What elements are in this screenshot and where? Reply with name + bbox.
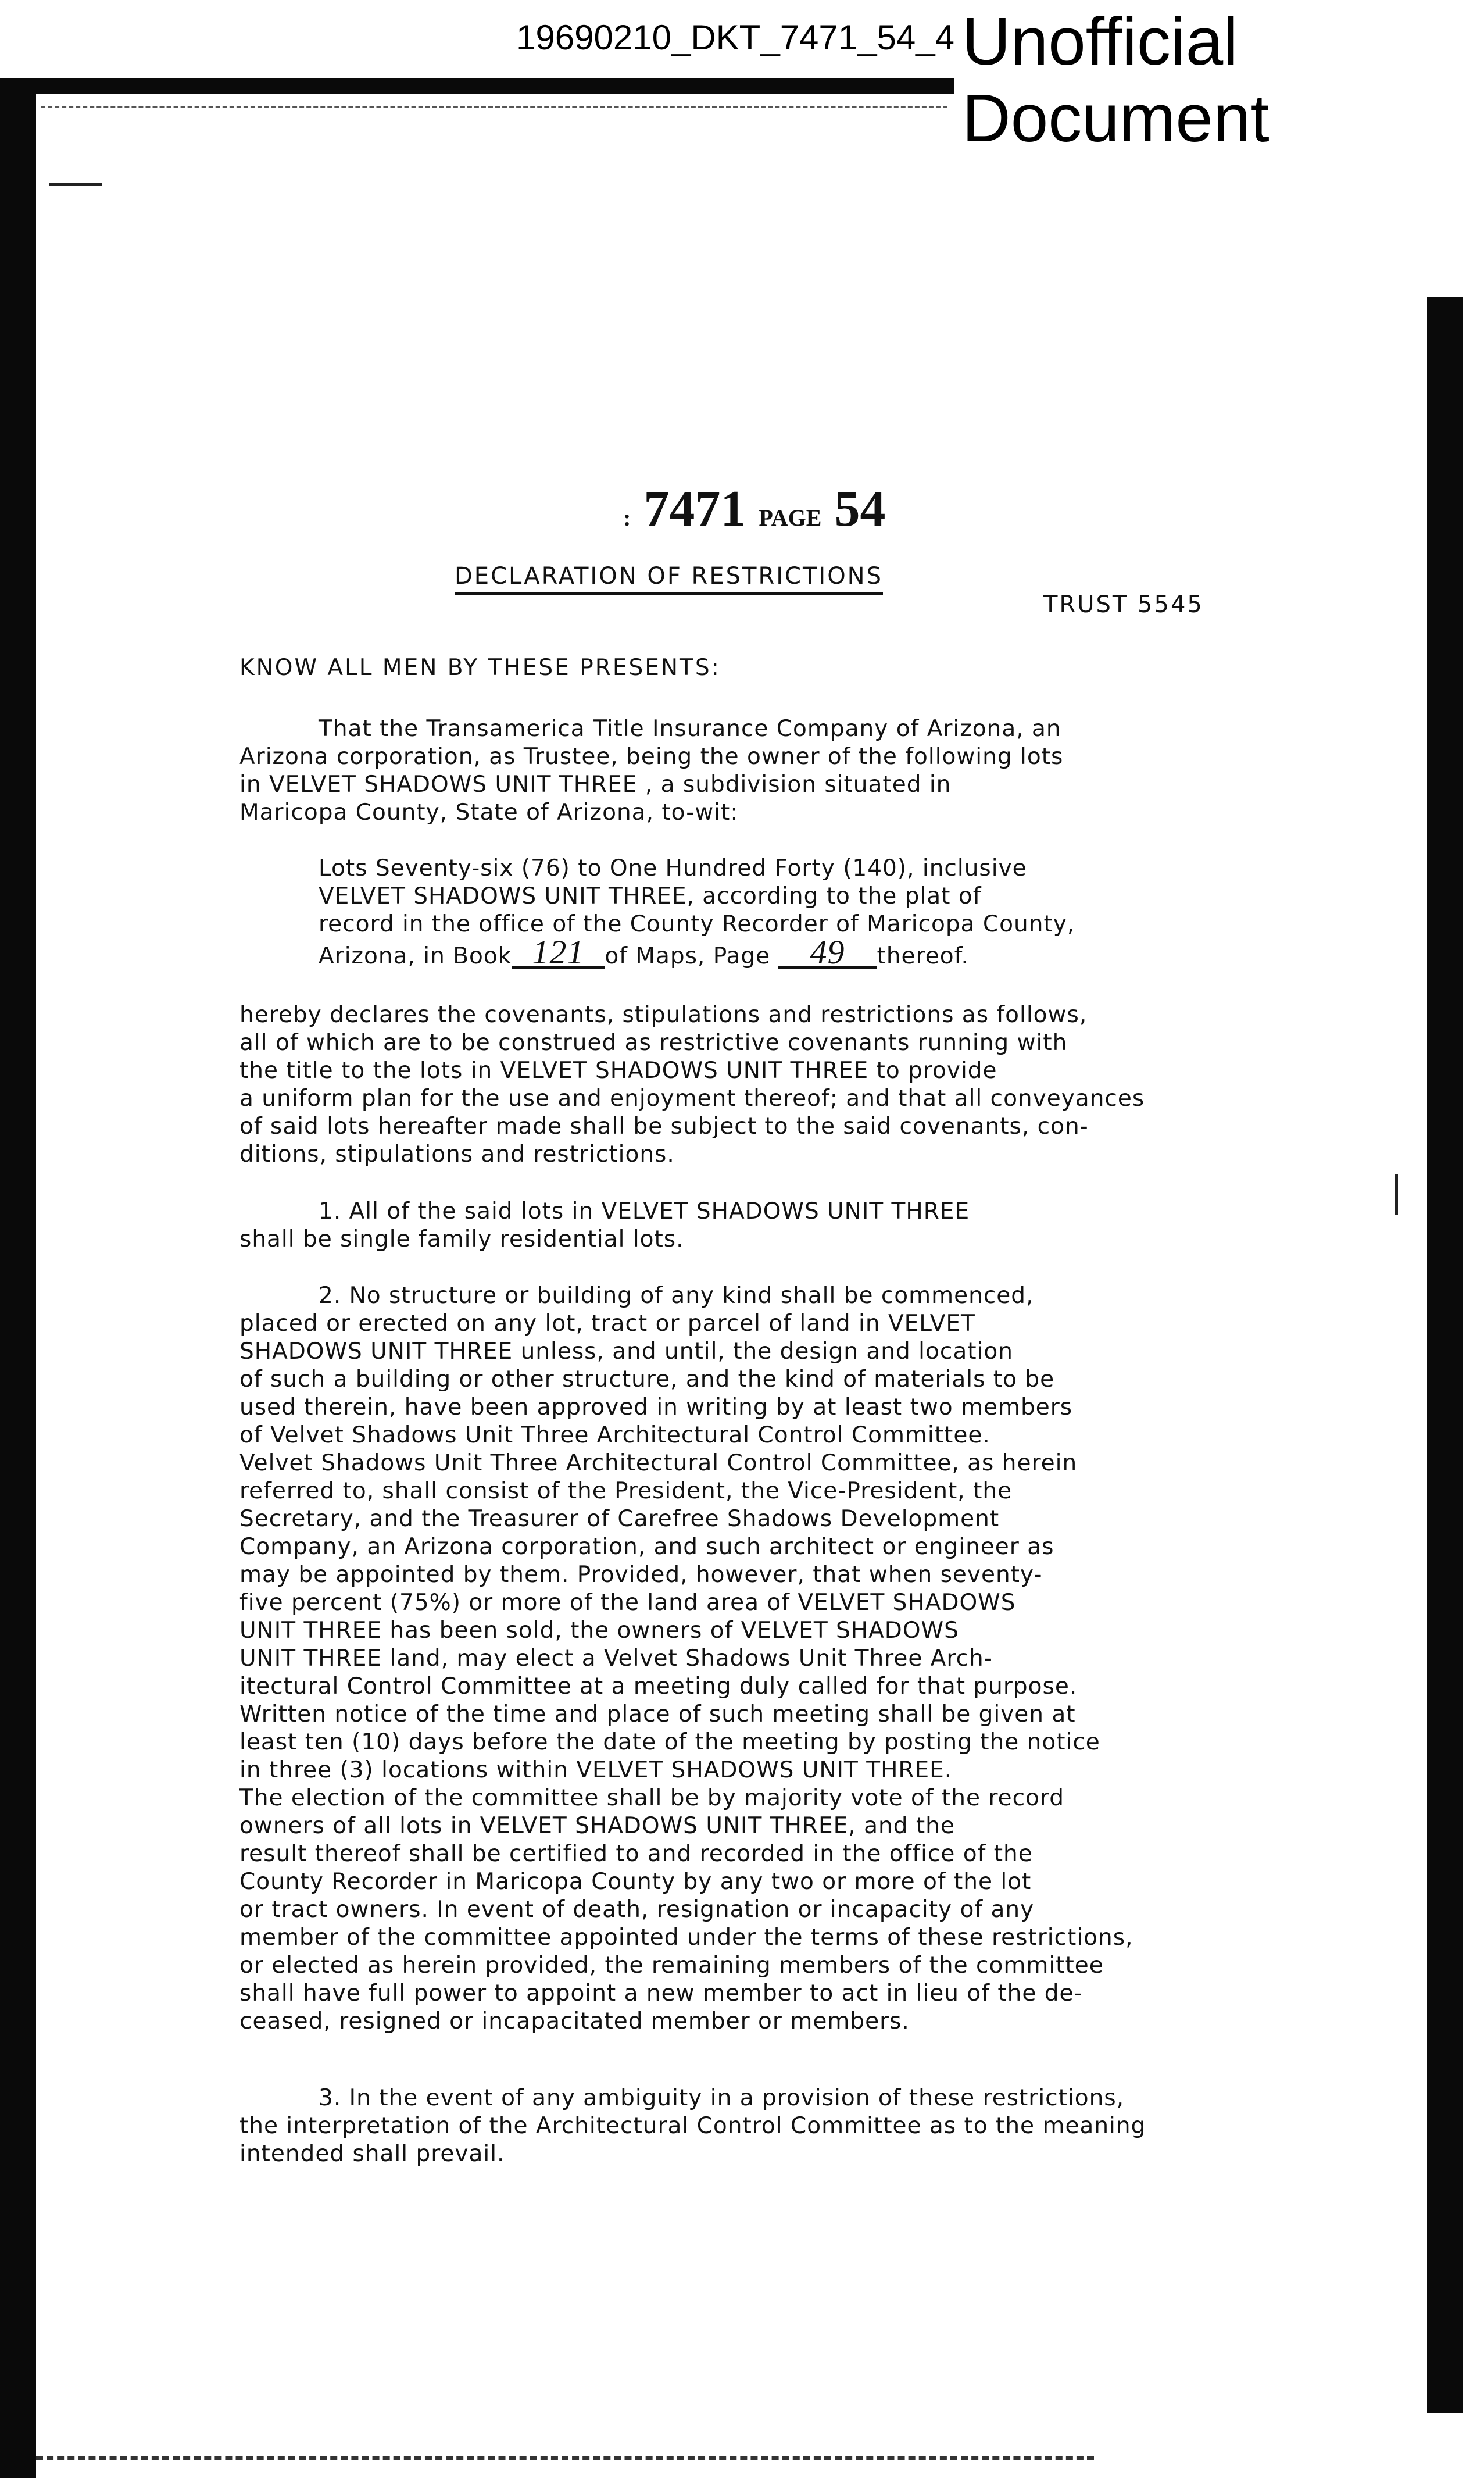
book-number-handwritten: 121 xyxy=(512,938,605,969)
legal-text: Arizona, in Book xyxy=(319,943,512,969)
item-3-line: intended shall prevail. xyxy=(239,2141,505,2167)
scan-border-right xyxy=(1427,297,1463,2413)
trust-number: TRUST 5545 xyxy=(1043,591,1204,618)
scan-border-left xyxy=(0,78,36,2478)
legal-line: Lots Seventy-six (76) to One Hundred Forty (140), inclusive xyxy=(319,855,1027,881)
book-prefix: : xyxy=(623,505,631,531)
page-number-handwritten: 49 xyxy=(778,938,877,969)
legal-line: VELVET SHADOWS UNIT THREE, according to the plat of xyxy=(319,883,982,909)
item-3-line: the interpretation of the Architectural Control Committee as to the meaning xyxy=(239,2113,1146,2139)
body-line: hereby declares the covenants, stipulations and restrictions as follows, xyxy=(239,1002,1088,1028)
item-2-line: member of the committee appointed under the terms of these restrictions, xyxy=(239,1924,1133,1951)
intro-line: Maricopa County, State of Arizona, to-wit: xyxy=(239,799,739,826)
item-2-line: SHADOWS UNIT THREE unless, and until, the design and location xyxy=(239,1338,1013,1365)
scan-noise-top xyxy=(41,106,947,108)
item-1-line: shall be single family residential lots. xyxy=(239,1226,684,1252)
item-2-line: owners of all lots in VELVET SHADOWS UNIT THREE, and the xyxy=(239,1813,955,1839)
item-2-line: least ten (10) days before the date of the meeting by posting the notice xyxy=(239,1729,1100,1755)
item-1-line: 1. All of the said lots in VELVET SHADOWS UNIT THREE xyxy=(319,1198,970,1224)
item-2-line: Secretary, and the Treasurer of Carefree Shadows Development xyxy=(239,1506,1000,1532)
item-2-line: County Recorder in Maricopa County by any two or more of the lot xyxy=(239,1869,1032,1895)
item-2-line: placed or erected on any lot, tract or parcel of land in VELVET xyxy=(239,1311,975,1337)
item-2-line: Company, an Arizona corporation, and such architect or engineer as xyxy=(239,1534,1054,1560)
intro-line: Arizona corporation, as Trustee, being the owner of the following lots xyxy=(239,744,1064,770)
salutation: KNOW ALL MEN BY THESE PRESENTS: xyxy=(239,655,721,681)
item-2-line: The election of the committee shall be by majority vote of the record xyxy=(239,1785,1064,1811)
item-2-line: of such a building or other structure, and the kind of materials to be xyxy=(239,1366,1055,1392)
item-2-line: of Velvet Shadows Unit Three Architectural Control Committee. xyxy=(239,1422,990,1448)
docket-number: 7471 xyxy=(643,481,746,537)
legal-line xyxy=(319,933,969,971)
item-2-line: result thereof shall be certified to and recorded in the office of the xyxy=(239,1841,1033,1867)
page-number: 54 xyxy=(834,481,886,537)
item-2-line: referred to, shall consist of the President, the Vice-President, the xyxy=(239,1478,1013,1504)
document-id: 19690210_DKT_7471_54_4 xyxy=(516,18,955,57)
item-2-line: or tract owners. In event of death, resignation or incapacity of any xyxy=(239,1897,1035,1923)
body-line: ditions, stipulations and restrictions. xyxy=(239,1141,675,1167)
item-2-line: UNIT THREE has been sold, the owners of VELVET SHADOWS xyxy=(239,1618,959,1644)
body-line: of said lots hereafter made shall be subject to the said covenants, con- xyxy=(239,1113,1089,1140)
watermark-line: Document xyxy=(962,80,1270,156)
page-label: PAGE xyxy=(759,505,822,531)
docket-page-stamp xyxy=(610,480,885,538)
item-2-line: itectural Control Committee at a meeting duly called for that purpose. xyxy=(239,1673,1078,1699)
document-title: DECLARATION OF RESTRICTIONS xyxy=(455,563,883,595)
body-line: the title to the lots in VELVET SHADOWS UNIT THREE to provide xyxy=(239,1058,997,1084)
item-2-line: may be appointed by them. Provided, however, that when seventy- xyxy=(239,1562,1043,1588)
item-2-line: used therein, have been approved in writing by at least two members xyxy=(239,1394,1073,1420)
intro-line: That the Transamerica Title Insurance Company of Arizona, an xyxy=(319,716,1061,742)
scan-border-top xyxy=(36,78,954,94)
legal-line: record in the office of the County Recorder of Maricopa County, xyxy=(319,911,1075,937)
unofficial-watermark xyxy=(962,3,1270,156)
item-2-line: UNIT THREE land, may elect a Velvet Shadows Unit Three Arch- xyxy=(239,1645,993,1672)
item-2-line: five percent (75%) or more of the land area of VELVET SHADOWS xyxy=(239,1590,1016,1616)
legal-text: thereof. xyxy=(877,943,969,969)
item-2-line: shall have full power to appoint a new member to act in lieu of the de- xyxy=(239,1980,1083,2006)
item-3-line: 3. In the event of any ambiguity in a provision of these restrictions, xyxy=(319,2085,1125,2111)
scan-noise-bottom xyxy=(36,2456,1094,2460)
item-2-line: in three (3) locations within VELVET SHADOWS UNIT THREE. xyxy=(239,1757,953,1783)
item-2-line: ceased, resigned or incapacitated member or members. xyxy=(239,2008,910,2034)
item-2-line: Written notice of the time and place of such meeting shall be given at xyxy=(239,1701,1076,1727)
scan-mark xyxy=(1395,1174,1398,1215)
item-2-line: Velvet Shadows Unit Three Architectural Control Committee, as herein xyxy=(239,1450,1078,1476)
body-line: a uniform plan for the use and enjoyment thereof; and that all conveyances xyxy=(239,1086,1145,1112)
intro-line: in VELVET SHADOWS UNIT THREE , a subdivision situated in xyxy=(239,772,952,798)
legal-text: of Maps, Page xyxy=(605,943,771,969)
item-2-line: or elected as herein provided, the remaining members of the committee xyxy=(239,1952,1104,1979)
body-line: all of which are to be construed as restrictive covenants running with xyxy=(239,1030,1068,1056)
watermark-line: Unofficial xyxy=(962,3,1238,79)
scan-mark xyxy=(49,183,102,186)
item-2-line: 2. No structure or building of any kind shall be commenced, xyxy=(319,1283,1034,1309)
